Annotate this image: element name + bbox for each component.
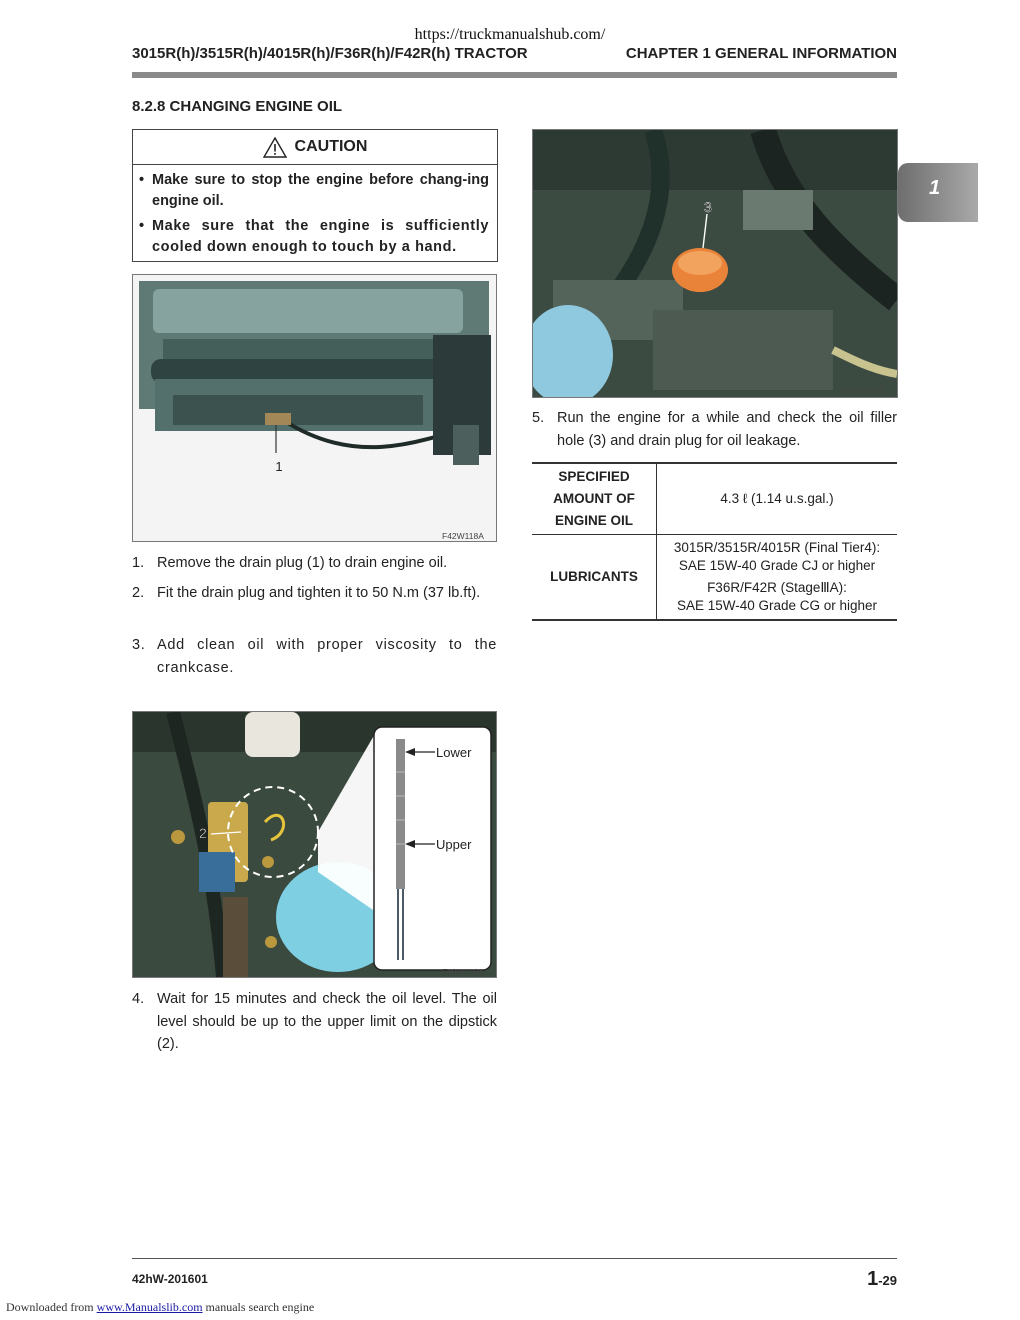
step-4: 4. Wait for 15 minutes and check the oil level. The oil level should be up to the upper limit on the dipstick (2). <box>132 991 497 1052</box>
callout-1: 1 <box>275 459 283 474</box>
download-notice: Downloaded from www.Manualslib.com manuals search engine <box>6 1300 315 1314</box>
source-url[interactable]: https://truckmanualshub.com/ <box>414 26 606 43</box>
caution-item: • Make sure that the engine is sufficiently cooled down enough to touch by a hand. <box>139 216 489 258</box>
step-1: 1. Remove the drain plug (1) to drain engine oil. <box>132 555 448 571</box>
caution-header <box>133 130 497 165</box>
step-5: 5. Run the engine for a while and check the oil filler hole (3) and drain plug for oil leakage. <box>532 410 897 449</box>
chapter-title: CHAPTER 1 GENERAL INFORMATION <box>625 45 897 62</box>
table-row <box>532 463 897 534</box>
manual-title: 3015R(h)/3515R(h)/4015R(h)/F36R(h)/F42R(h) TRACTOR <box>132 45 528 62</box>
drain-plug-photo <box>132 274 497 542</box>
lower-label: Lower <box>436 745 472 760</box>
figure-caption: F42W119A <box>442 967 484 977</box>
spec-label-cell: SPECIFIED AMOUNT OF ENGINE OIL <box>532 463 657 534</box>
dipstick-photo <box>132 711 497 978</box>
oil-filler-photo <box>532 129 898 398</box>
upper-label: Upper <box>436 837 472 852</box>
caution-box <box>132 129 498 262</box>
footer-rule <box>132 1258 897 1259</box>
caution-heading: CAUTION <box>294 138 368 155</box>
manualslib-link[interactable]: www.Manualslib.com <box>96 1300 203 1314</box>
chapter-tab <box>898 163 978 222</box>
caution-list <box>133 165 497 258</box>
spec-label-cell: LUBRICANTS <box>532 534 657 620</box>
figure-caption: F42W118A <box>442 531 484 541</box>
oil-spec-table <box>532 462 897 621</box>
section-title: 8.2.8 CHANGING ENGINE OIL <box>132 98 343 115</box>
spec-value-cell: 3015R/3515R/4015R (Final Tier4): SAE 15W-40 Grade CJ or higher F36R/F42R (StageⅢA): SAE 15W-40 Grade CG or higher <box>673 539 881 613</box>
chapter-tab-number: 1 <box>929 177 941 199</box>
caution-item: • Make sure to stop the engine before chang-ing engine oil. <box>139 170 489 212</box>
callout-3: 3 <box>704 199 712 215</box>
warning-icon <box>263 137 287 158</box>
header-rule <box>132 72 897 78</box>
table-row <box>532 534 897 620</box>
page-number: 1-29 <box>867 1268 897 1290</box>
document-code: 42hW-201601 <box>132 1272 208 1286</box>
figure-caption: F42W120A <box>841 386 884 396</box>
step-2: 2. Fit the drain plug and tighten it to 50 N.m (37 lb.ft). <box>132 585 481 601</box>
spec-value-cell: 4.3 ℓ (1.14 u.s.gal.) <box>720 491 834 507</box>
step-3: 3. Add clean oil with proper viscosity to the crankcase. <box>132 637 497 676</box>
callout-2: 2 <box>199 825 207 841</box>
